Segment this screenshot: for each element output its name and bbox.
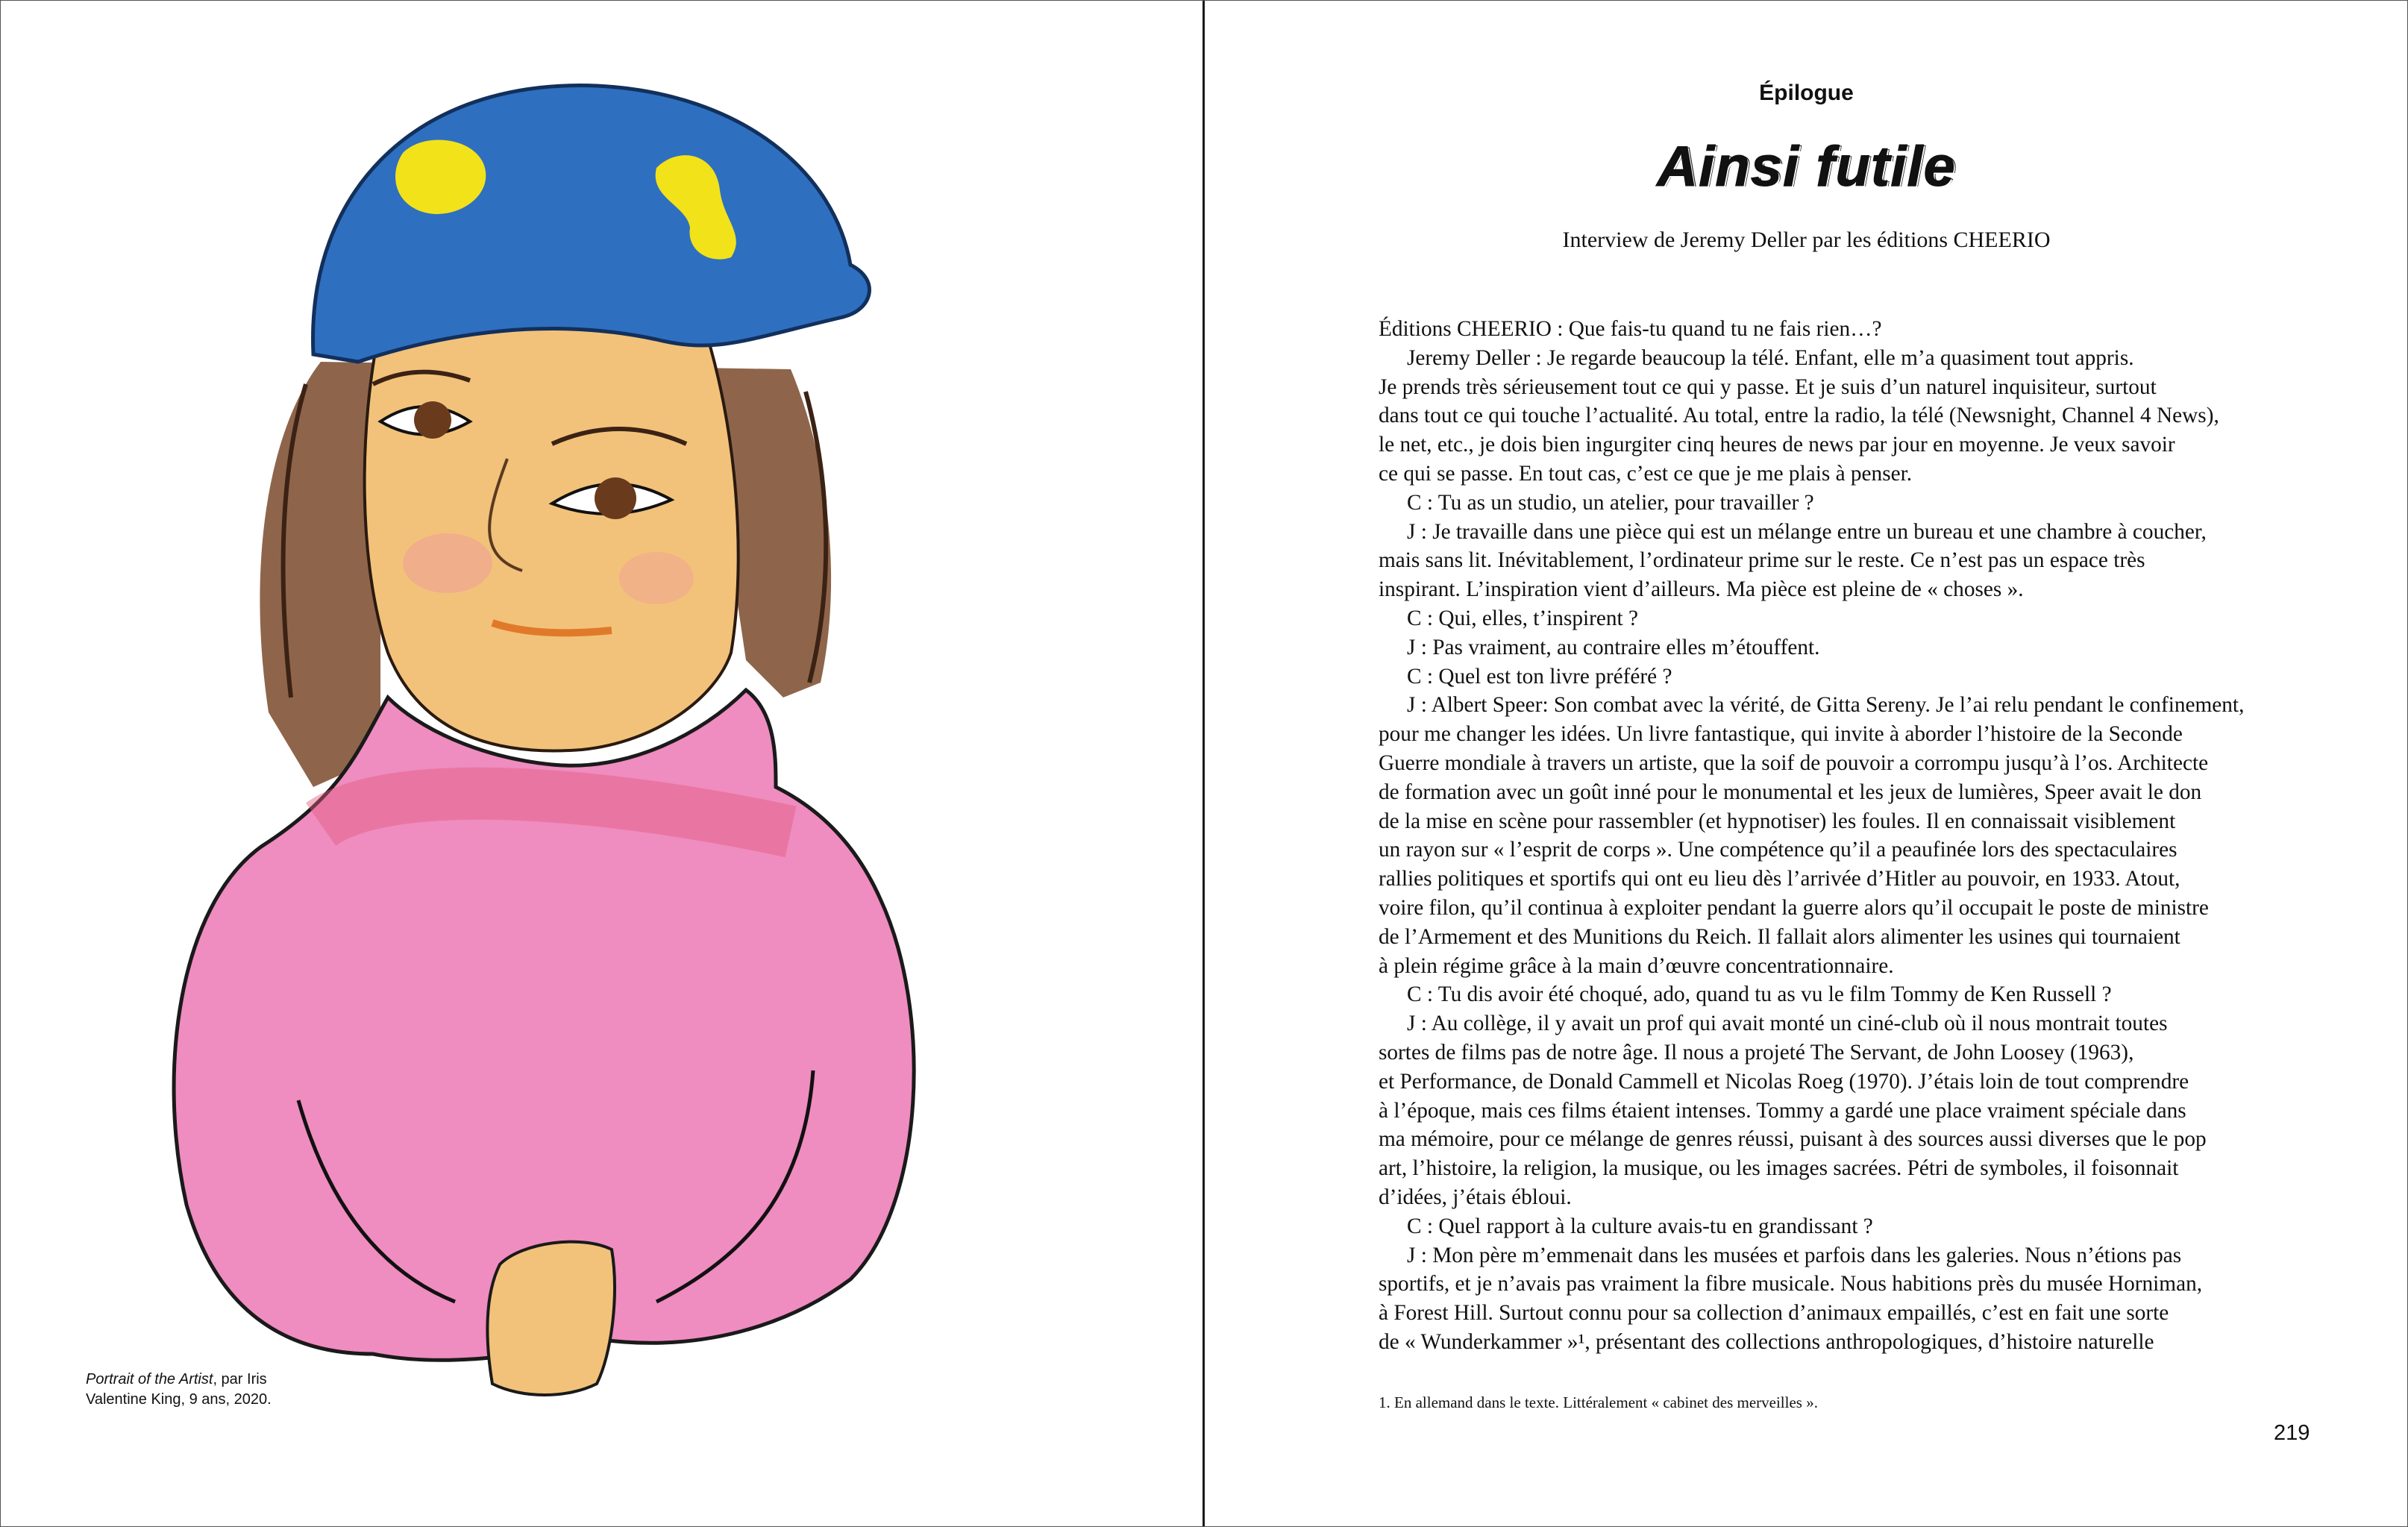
body-line: le net, etc., je dois bien ingurgiter cinq heures de news par jour en moyenne. Je veux savoir xyxy=(1379,433,2175,457)
caption-line2: Valentine King, 9 ans, 2020. xyxy=(86,1391,272,1408)
body-line: C : Qui, elles, t’inspirent ? xyxy=(1407,606,1639,630)
body-line: C : Quel rapport à la culture avais-tu en grandissant ? xyxy=(1407,1214,1873,1238)
body-line: sportifs, et je n’avais pas vraiment la fibre musicale. Nous habitions près du musée Horniman, xyxy=(1379,1272,2203,1296)
body-line: J : Au collège, il y avait un prof qui avait monté un ciné-club où il nous montrait toutes xyxy=(1407,1012,2168,1036)
footnote: 1. En allemand dans le texte. Littéralement « cabinet des merveilles ». xyxy=(1379,1393,1818,1411)
body-line: Guerre mondiale à travers un artiste, que la soif de pouvoir a corrompu jusqu’à l’os. Architecte xyxy=(1379,750,2209,775)
body-line: de la mise en scène pour rassembler (et hypnotiser) les foules. Il en connaissait visiblement xyxy=(1379,809,2176,833)
body-line: de « Wunderkammer »¹, présentant des collections anthropologiques, d’histoire naturelle xyxy=(1379,1329,2154,1354)
body-line: un rayon sur « l’esprit de corps ». Une compétence qu’il a peaufinée lors des spectaculaires xyxy=(1379,838,2177,862)
body-line: et Performance, de Donald Cammell et Nicolas Roeg (1970). J’étais loin de tout comprendre xyxy=(1379,1069,2189,1094)
body-line: voire filon, qu’il continua à exploiter pendant la guerre alors qu’il occupait le poste de ministre xyxy=(1379,895,2209,920)
body-line: J : Je travaille dans une pièce qui est un mélange entre un bureau et une chambre à coucher, xyxy=(1407,519,2207,544)
section-heading: Épilogue xyxy=(1759,81,1854,105)
body-line: à Forest Hill. Surtout connu pour sa collection d’animaux empaillés, c’est en fait une sorte xyxy=(1379,1301,2169,1326)
body-line: C : Quel est ton livre préféré ? xyxy=(1407,664,1672,689)
body-line: à plein régime grâce à la main d’œuvre concentrationnaire. xyxy=(1379,953,1894,978)
interview-text xyxy=(1379,315,2245,1357)
body-line: rallies politiques et sportifs qui ont eu lieu dès l’arrivée d’Hitler au pouvoir, en 1933. Atout, xyxy=(1379,867,2180,891)
body-line: sortes de films pas de notre âge. Il nous a projeté The Servant, de John Loosey (1963), xyxy=(1379,1040,2134,1064)
body-line: d’idées, j’étais ébloui. xyxy=(1379,1185,1572,1209)
portrait-drawing xyxy=(134,41,992,1429)
body-line: Éditions CHEERIO : Que fais-tu quand tu ne fais rien…? xyxy=(1379,317,1882,341)
page-number: 219 xyxy=(2274,1421,2310,1445)
body-line: inspirant. L’inspiration vient d’ailleurs. Ma pièce est pleine de « choses ». xyxy=(1379,577,2024,602)
caption-byline: , par Iris xyxy=(213,1371,267,1388)
body-line: J : Albert Speer: Son combat avec la vérité, de Gitta Sereny. Je l’ai relu pendant le confinement, xyxy=(1407,693,2245,718)
body-line: J : Mon père m’emmenait dans les musées et parfois dans les galeries. Nous n’étions pas xyxy=(1407,1243,2182,1267)
face xyxy=(365,317,739,750)
hands xyxy=(487,1242,614,1395)
body-line: ce qui se passe. En tout cas, c’est ce que je me plais à penser. xyxy=(1379,461,1913,486)
body-line: de formation avec un goût inné pour le monumental et les jeux de lumières, Speer avait le don xyxy=(1379,780,2202,804)
illustration-caption xyxy=(86,1370,354,1410)
body-line: ma mémoire, pour ce mélange de genres réussi, puisant à des sources aussi diverses que le pop xyxy=(1379,1127,2207,1152)
body-line: pour me changer les idées. Un livre fantastique, qui invite à aborder l’histoire de la Seconde xyxy=(1379,722,2183,747)
chapter-title: Ainsi futile xyxy=(1657,135,1956,198)
caption-title: Portrait of the Artist xyxy=(86,1371,213,1388)
body-line: C : Tu dis avoir été choqué, ado, quand tu as vu le film Tommy de Ken Russell ? xyxy=(1407,982,2112,1007)
body-line: dans tout ce qui touche l’actualité. Au total, entre la radio, la télé (Newsnight, Channel 4 News), xyxy=(1379,404,2219,428)
body-line: J : Pas vraiment, au contraire elles m’étouffent. xyxy=(1407,635,1820,659)
right-page xyxy=(1205,0,2408,1527)
hat xyxy=(313,86,870,362)
body-line: art, l’histoire, la religion, la musique, ou les images sacrées. Pétri de symboles, il foisonnait xyxy=(1379,1156,2179,1181)
body-line: mais sans lit. Inévitablement, l’ordinateur prime sur le reste. Ce n’est pas un espace très xyxy=(1379,548,2145,573)
body-line: Je prends très sérieusement tout ce qui y passe. Et je suis d’un naturel inquisiteur, surtout xyxy=(1379,374,2157,399)
body-line: C : Tu as un studio, un atelier, pour travailler ? xyxy=(1407,490,1814,515)
body-line: à l’époque, mais ces films étaient intenses. Tommy a gardé une place vraiment spéciale dans xyxy=(1379,1098,2186,1123)
body-line: Jeremy Deller : Je regarde beaucoup la télé. Enfant, elle m’a quasiment tout appris. xyxy=(1407,345,2134,370)
chapter-subtitle: Interview de Jeremy Deller par les éditions CHEERIO xyxy=(1562,228,2051,252)
body-line: de l’Armement et des Munitions du Reich. Il fallait alors alimenter les usines qui tournaient xyxy=(1379,924,2180,949)
